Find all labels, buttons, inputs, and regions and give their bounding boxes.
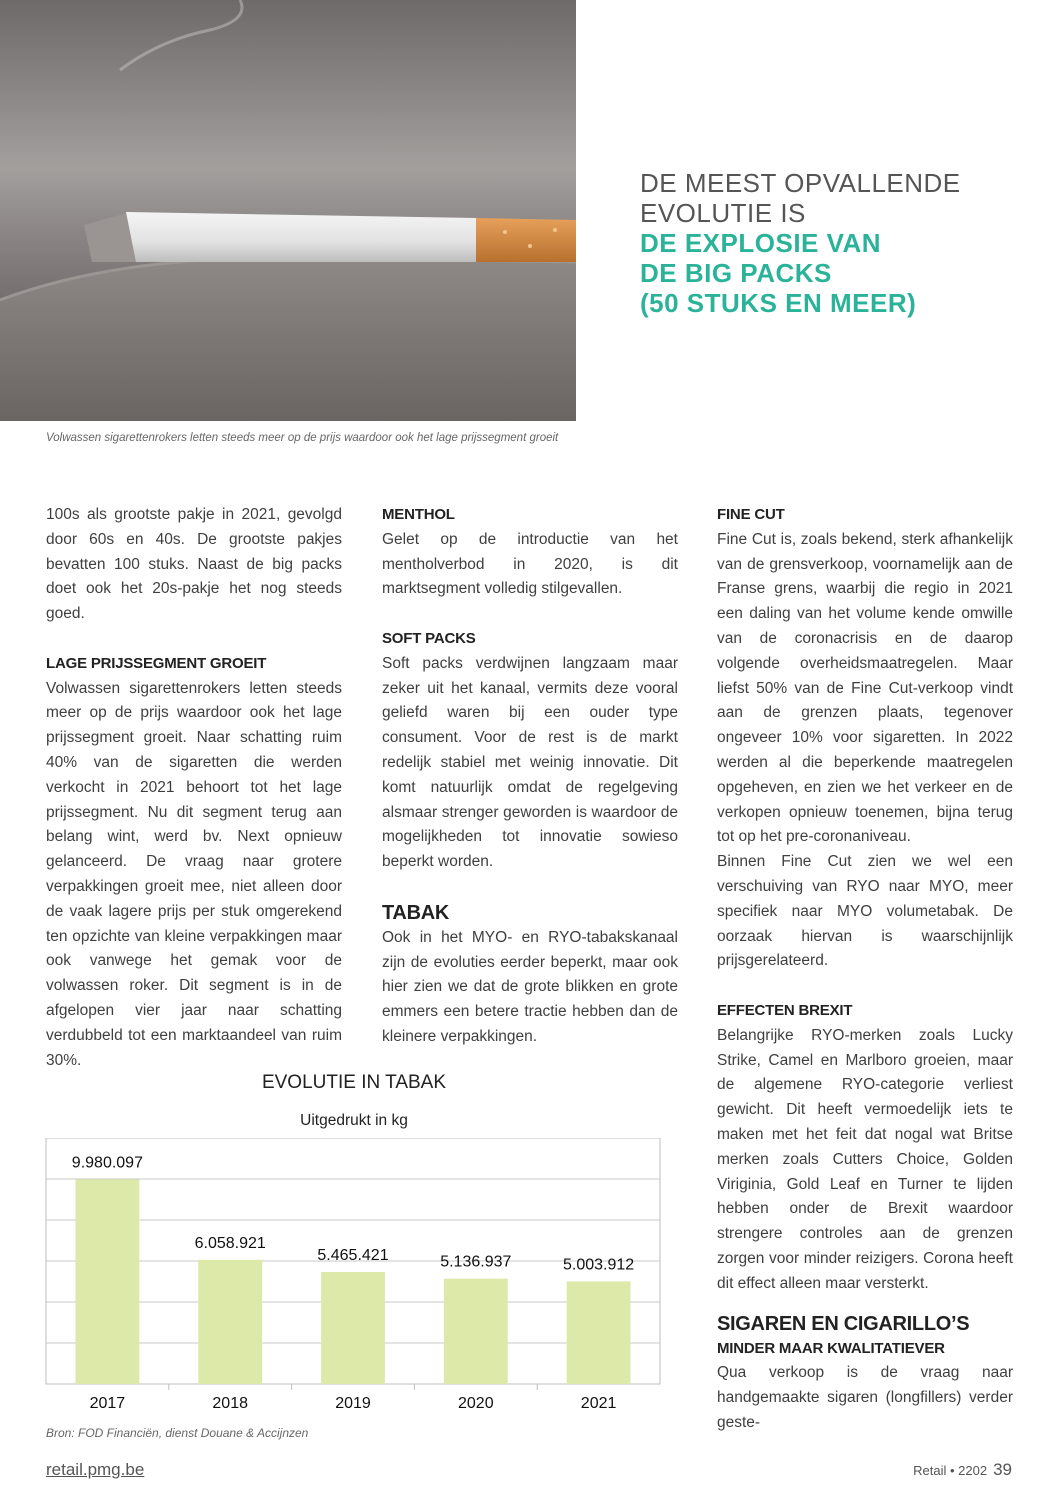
bar	[444, 1279, 508, 1384]
heading-sigaren: SIGAREN EN CIGARILLO’S	[717, 1312, 970, 1335]
heading-menthol: MENTHOL	[382, 506, 455, 523]
pull-quote	[640, 168, 1020, 318]
paragraph-tabak: Ook in het MYO- en RYO-tabakskanaal zijn de evoluties eerder beperkt, maar ook hier zien we dat de grote blikken en grote emmers een betere tractie hebben dan de kleinere verpakkingen.	[382, 928, 678, 1045]
chart-subtitle: Uitgedrukt in kg	[300, 1112, 408, 1129]
data-label: 5.465.421	[317, 1246, 389, 1264]
data-label: 9.980.097	[71, 1154, 143, 1172]
pull-quote-highlight: DE EXPLOSIE VAN	[640, 228, 882, 258]
footer-url-link[interactable]: retail.pmg.be	[46, 1460, 145, 1479]
data-label: 6.058.921	[194, 1234, 266, 1252]
paragraph-fine-cut-2: Binnen Fine Cut zien we wel een verschuiving van RYO naar MYO, meer specifiek naar MYO volumetabak. De oorzaak hiervan is waarschijnlijk prijsgerelateerd.	[717, 853, 1013, 970]
x-tick-label: 2021	[580, 1395, 617, 1412]
x-tick-label: 2017	[89, 1395, 126, 1412]
pull-quote-highlight: DE BIG PACKS	[640, 258, 832, 288]
bar	[567, 1281, 631, 1384]
data-label: 5.003.912	[563, 1256, 635, 1274]
bar	[75, 1179, 139, 1384]
heading-soft-packs: SOFT PACKS	[382, 629, 476, 647]
paragraph-menthol: Gelet op de introductie van het mentholverbod in 2020, is dit marktsegment volledig stilgevallen.	[382, 530, 678, 598]
subheading-sigaren: MINDER MAAR KWALITATIEVER	[717, 1339, 945, 1357]
paragraph-sigaren: Qua verkoop is de vraag naar handgemaakte sigaren (longfillers) verder geste-	[717, 1364, 1013, 1431]
x-tick-label: 2019	[335, 1395, 371, 1412]
heading-tabak: TABAK	[382, 901, 450, 924]
photo-caption: Volwassen sigarettenrokers letten steeds meer op de prijs waardoor ook het lage prijssegment groeit	[46, 432, 559, 444]
article-column-1	[46, 503, 342, 1073]
pull-quote-line: EVOLUTIE IS	[640, 198, 806, 228]
footer-page-info	[913, 1460, 1012, 1480]
paragraph-soft-packs: Soft packs verdwijnen langzaam maar zeker uit het kanaal, vermits deze vooral geliefd waren bij een ouder type consument. Voor de rest is de markt redelijk stabiel met weinig innovatie. Dit komt natuurlijk omdat de regelgeving alsmaar strenger geworden is waardoor de mogelijkheden tot innovatie sowieso beperkt worden.	[382, 654, 678, 871]
bar	[198, 1260, 262, 1384]
pull-quote-line: DE MEEST OPVALLENDE	[640, 168, 961, 198]
paragraph-fine-cut: Fine Cut is, zoals bekend, sterk afhankelijk van de grensverkoop, voornamelijk aan de Franse grens, waarbij die regio in 2021 een daling van het volume kende omwille van de coronacrisis en de daarop volgende overheidsmaatregelen. Maar liefst 50% van de Fine Cut-verkoop vindt aan de grenzen plaats, tegenover ongeveer 10% voor sigaretten. In 2022 werden al die beperkende maatregelen opgeheven, en zien we het verkeer en de verkopen opnieuw toenemen, bijna terug tot op het pre-coronaniveau.	[717, 530, 1013, 846]
cigarette-photo	[0, 0, 576, 421]
article-column-3	[717, 503, 1013, 1436]
heading-brexit: EFFECTEN BREXIT	[717, 1001, 853, 1019]
pull-quote-highlight: (50 STUKS EN MEER)	[640, 288, 917, 318]
page-number: 39	[993, 1460, 1012, 1479]
source-note: Bron: FOD Financiën, dienst Douane & Accijnzen	[46, 1426, 309, 1440]
article-column-2	[382, 503, 678, 1050]
intro-paragraph: 100s als grootste pakje in 2021, gevolgd door 60s en 40s. De grootste pakjes bevatten 100 stuks. Naast de big packs doet ook het 20s-pakje het nog steeds goed.	[46, 506, 342, 623]
paragraph-brexit: Belangrijke RYO-merken zoals Lucky Strike, Camel en Marlboro groeien, maar de algemene RYO-categorie verliest gewicht. Dit heeft vermoedelijk iets te maken met het feit dat nogal wat Britse merken zoals Cutters Choice, Golden Viriginia, Gold Leaf en Turner te lijden hebben onder de Brexit waardoor strengere controles aan de grenzen zorgen voor minder reizigers. Corona heeft dit effect alleen maar versterkt.	[717, 1026, 1013, 1292]
bar	[321, 1272, 385, 1384]
paragraph-lage-prijssegment: Volwassen sigarettenrokers letten steeds meer op de prijs waardoor ook het lage prijssegment groeit. Naar schatting ruim 40% van de sigaretten die werden verkocht in 2021 behoort tot het lage prijssegment. Nu dit segment terug aan belang wint, werd bv. Next opnieuw gelanceerd. De vraag naar grotere verpakkingen groeit mee, niet alleen door de vaak lagere prijs per stuk omgerekend ten opzichte van kleine verpakkingen maar ook vanwege het gemak voor de volwassen roker. Dit segment is in de afgelopen vier jaar naar schatting verdubbeld tot een marktaandeel van ruim 30%.	[46, 679, 342, 1069]
x-tick-label: 2020	[458, 1395, 494, 1412]
footer-issue: Retail • 2202	[913, 1463, 988, 1478]
x-tick-label: 2018	[212, 1395, 248, 1412]
data-label: 5.136.937	[440, 1253, 512, 1271]
cigarette-illustration	[0, 0, 576, 421]
heading-fine-cut: FINE CUT	[717, 506, 785, 523]
chart-title: EVOLUTIE IN TABAK	[261, 1072, 447, 1093]
bar-chart	[44, 1138, 662, 1414]
heading-lage-prijssegment: LAGE PRIJSSEGMENT GROEIT	[46, 654, 267, 672]
